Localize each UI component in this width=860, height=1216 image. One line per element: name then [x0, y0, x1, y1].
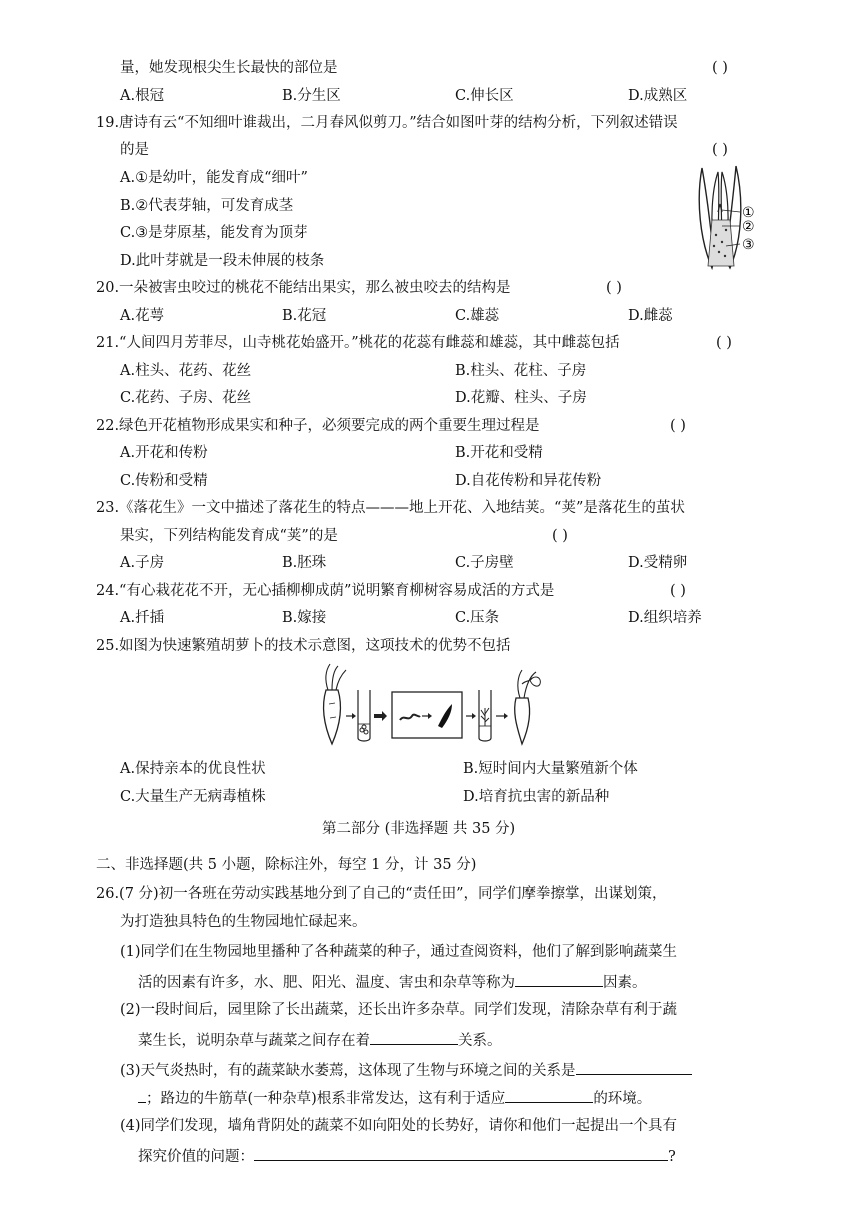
q20-answer-paren[interactable]: ( ): [606, 280, 622, 296]
q21-option-b[interactable]: B.柱头、花柱、子房: [455, 363, 587, 379]
q26-sub3-line2: [138, 1086, 651, 1109]
q26-sub2-prefix: 菜生长，说明杂草与蔬菜之间存在着: [138, 1033, 370, 1049]
q19-stem-line1: 19.唐诗有云“不知细叶谁裁出，二月春风似剪刀。”结合如图叶芽的结构分析，下列叙述错误: [96, 115, 678, 131]
q25-stem: 25.如图为快速繁殖胡萝卜的技术示意图，这项技术的优势不包括: [96, 638, 511, 654]
q21-answer-paren[interactable]: ( ): [716, 335, 732, 351]
part2-title: 第二部分 (非选择题 共 35 分): [322, 821, 516, 837]
q26-sub1-line2: [138, 970, 647, 993]
q20-option-b[interactable]: B.花冠: [282, 308, 327, 324]
q26-sub1-suffix: 因素。: [603, 975, 647, 991]
q25-option-b[interactable]: B.短时间内大量繁殖新个体: [463, 761, 638, 777]
q23-stem-line1: 23.《落花生》一文中描述了落花生的特点———地上开花、入地结荚。“荚”是落花生的茧状: [96, 500, 685, 516]
q18-option-a[interactable]: A.根冠: [120, 88, 165, 104]
q18-option-c[interactable]: C.伸长区: [455, 88, 514, 104]
q26-sub2-suffix: 关系。: [458, 1033, 502, 1049]
q26-sub4-line2: [138, 1144, 676, 1167]
q26-sub1-prefix: 活的因素有许多，水、肥、阳光、温度、害虫和杂草等称为: [138, 975, 515, 991]
q26-blank-4[interactable]: [505, 1086, 593, 1103]
q24-answer-paren[interactable]: ( ): [670, 583, 686, 599]
q26-sub2-line2: [138, 1028, 502, 1051]
q24-stem: 24.“有心栽花花不开，无心插柳柳成荫”说明繁育柳树容易成活的方式是: [96, 583, 555, 599]
q26-blank-1[interactable]: [515, 970, 603, 987]
q26-sub4-prefix: 探究价值的问题：: [138, 1149, 254, 1165]
q26-blank-2[interactable]: [370, 1028, 458, 1045]
q26-sub3-line1: [120, 1058, 692, 1081]
q26-sub3-suffix: 的环境。: [593, 1091, 652, 1107]
carrot-tissue-culture-figure: [316, 660, 556, 746]
q22-option-a[interactable]: A.开花和传粉: [120, 445, 208, 461]
q20-option-c[interactable]: C.雄蕊: [455, 308, 500, 324]
q25-option-a[interactable]: A.保持亲本的优良性状: [120, 761, 266, 777]
q18-option-d[interactable]: D.成熟区: [628, 88, 688, 104]
q26-stem-line1: 26.(7 分)初一各班在劳动实践基地分到了自己的“责任田”，同学们摩拳擦掌，出谋划策，: [96, 886, 667, 902]
q22-stem: 22.绿色开花植物形成果实和种子，必须要完成的两个重要生理过程是: [96, 418, 540, 434]
q24-option-a[interactable]: A.扦插: [120, 610, 165, 626]
q23-option-b[interactable]: B.胚珠: [282, 555, 327, 571]
section2-heading: 二、非选择题(共 5 小题，除标注外，每空 1 分，计 35 分): [96, 857, 477, 873]
q19-stem-line2: 的是: [120, 142, 149, 158]
q18-stem-tail: 量，她发现根尖生长最快的部位是: [120, 60, 338, 76]
q20-option-d[interactable]: D.雌蕊: [628, 308, 673, 324]
q22-option-c[interactable]: C.传粉和受精: [120, 473, 208, 489]
fig-label-2: ②: [742, 219, 755, 235]
fig-label-1: ①: [742, 205, 755, 221]
q23-option-d[interactable]: D.受精卵: [628, 555, 688, 571]
q21-stem: 21.“人间四月芳菲尽，山寺桃花始盛开。”桃花的花蕊有雌蕊和雄蕊，其中雌蕊包括: [96, 335, 620, 351]
q19-option-c[interactable]: C.③是芽原基，能发育为顶芽: [120, 225, 308, 241]
q18-answer-paren[interactable]: ( ): [712, 60, 728, 76]
q26-sub1-line1: (1)同学们在生物园地里播种了各种蔬菜的种子，通过查阅资料，他们了解到影响蔬菜生: [120, 944, 678, 960]
q26-stem-line2: 为打造独具特色的生物园地忙碌起来。: [120, 914, 367, 930]
q21-option-a[interactable]: A.柱头、花药、花丝: [120, 363, 252, 379]
q25-option-c[interactable]: C.大量生产无病毒植株: [120, 789, 266, 805]
q26-blank-5[interactable]: [254, 1144, 668, 1161]
q19-option-a[interactable]: A.①是幼叶，能发育成“细叶”: [120, 170, 308, 186]
q26-sub3-middle: ；路边的牛筋草(一种杂草)根系非常发达，这有利于适应: [146, 1091, 506, 1107]
q23-stem-line2: 果实，下列结构能发育成“荚”的是: [120, 528, 338, 544]
q20-stem: 20.一朵被害虫咬过的桃花不能结出果实，那么被虫咬去的结构是: [96, 280, 511, 296]
q24-option-d[interactable]: D.组织培养: [628, 610, 702, 626]
q24-option-c[interactable]: C.压条: [455, 610, 500, 626]
q19-option-d[interactable]: D.此叶芽就是一段未伸展的枝条: [120, 253, 325, 269]
q26-blank-3-continued[interactable]: [138, 1086, 146, 1103]
q22-option-d[interactable]: D.自花传粉和异花传粉: [455, 473, 602, 489]
q26-sub4-line1: (4)同学们发现，墙角背阴处的蔬菜不如向阳处的长势好，请你和他们一起提出一个具有: [120, 1118, 678, 1134]
q25-option-d[interactable]: D.培育抗虫害的新品种: [463, 789, 610, 805]
q22-option-b[interactable]: B.开花和受精: [455, 445, 543, 461]
q21-option-d[interactable]: D.花瓣、柱头、子房: [455, 390, 587, 406]
q24-option-b[interactable]: B.嫁接: [282, 610, 327, 626]
q19-option-b[interactable]: B.②代表芽轴，可发育成茎: [120, 198, 294, 214]
q26-sub2-line1: (2)一段时间后，园里除了长出蔬菜，还长出许多杂草。同学们发现，清除杂草有利于蔬: [120, 1002, 678, 1018]
q21-option-c[interactable]: C.花药、子房、花丝: [120, 390, 252, 406]
q18-option-b[interactable]: B.分生区: [282, 88, 341, 104]
q19-answer-paren[interactable]: ( ): [712, 142, 728, 158]
q26-blank-3[interactable]: [576, 1058, 692, 1075]
q26-sub3-prefix: (3)天气炎热时，有的蔬菜缺水萎蔫，这体现了生物与环境之间的关系是: [120, 1063, 576, 1079]
q23-answer-paren[interactable]: ( ): [552, 528, 568, 544]
q23-option-a[interactable]: A.子房: [120, 555, 165, 571]
q22-answer-paren[interactable]: ( ): [670, 418, 686, 434]
leaf-bud-figure: [672, 160, 772, 272]
q20-option-a[interactable]: A.花萼: [120, 308, 165, 324]
q23-option-c[interactable]: C.子房壁: [455, 555, 514, 571]
q26-sub4-suffix: ?: [668, 1149, 676, 1165]
fig-label-3: ③: [742, 237, 755, 253]
